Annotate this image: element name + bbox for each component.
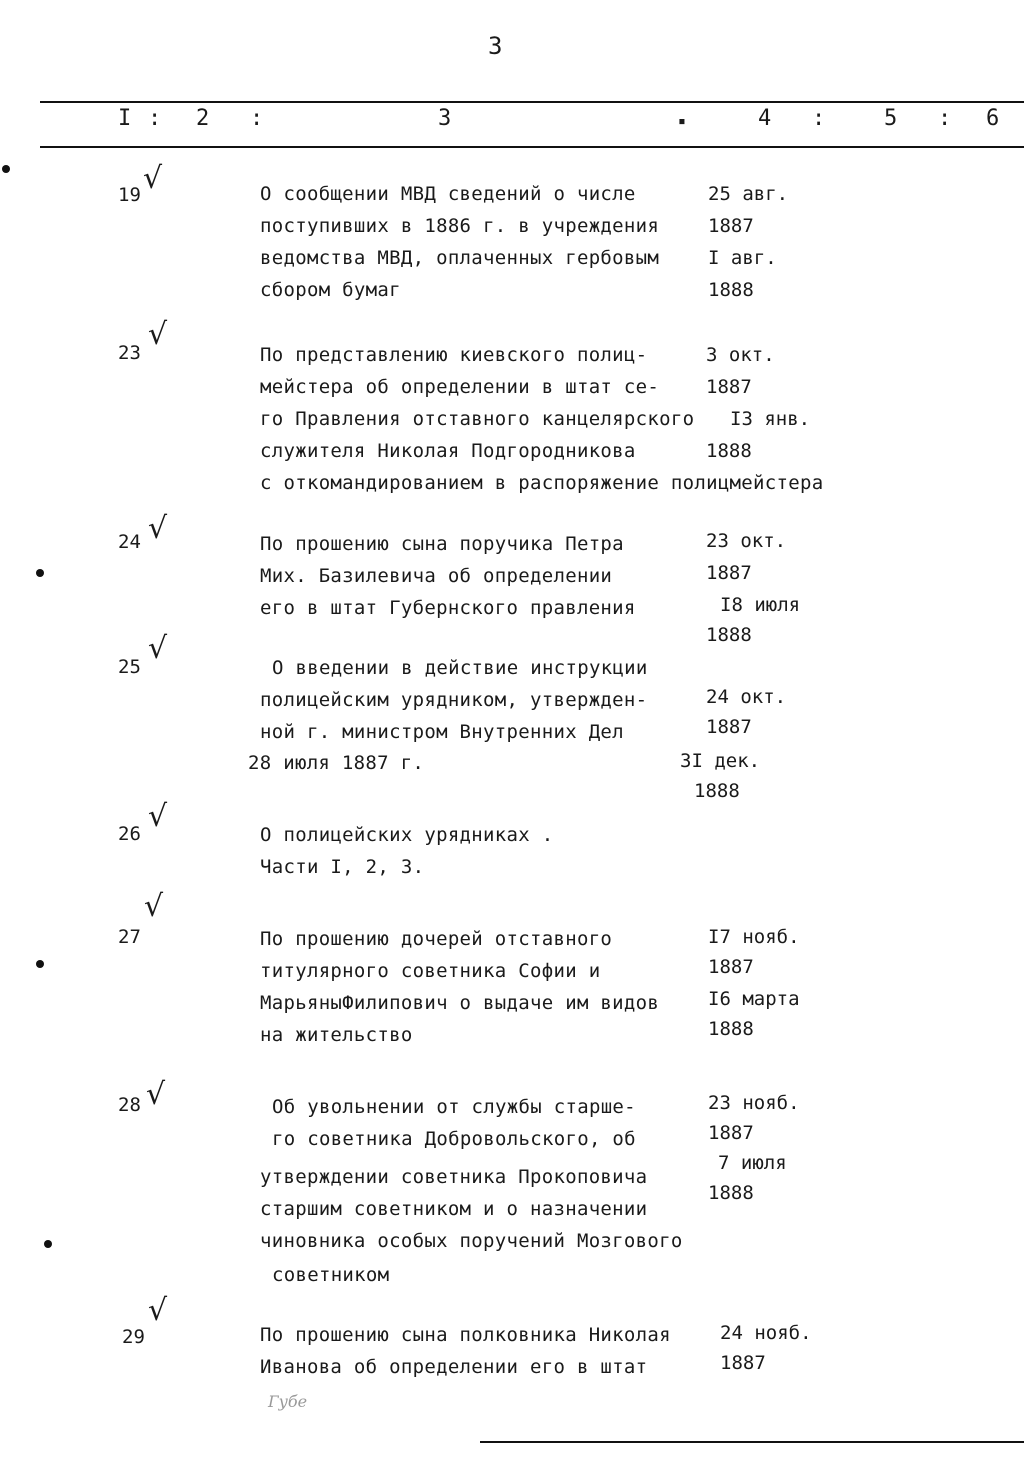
description-line: его в штат Губернского правления	[260, 597, 636, 619]
date-end: I3 янв.	[730, 408, 811, 430]
check-mark-icon: √	[148, 799, 168, 834]
description-line: ной г. министром Внутренних Дел	[260, 721, 624, 743]
entry-number: 24	[118, 531, 141, 553]
description-line: го советника Добровольского, об	[272, 1128, 636, 1150]
description-line: утверждении советника Прокоповича	[260, 1166, 648, 1188]
entry-number: 28	[118, 1094, 141, 1116]
entry-number: 27	[118, 926, 141, 948]
date-end-year: 1888	[706, 440, 752, 462]
date-end-year: 1888	[708, 1182, 754, 1204]
date-end: 3I дек.	[680, 750, 761, 772]
date-end: 7 июля	[718, 1152, 787, 1174]
header-bottom-rule	[40, 146, 1024, 148]
description-line: О введении в действие инструкции	[272, 657, 648, 679]
description-line: служителя Николая Подгородникова	[260, 440, 636, 462]
description-line: По прошению дочерей отставного	[260, 928, 613, 950]
entry-number: 26	[118, 823, 141, 845]
description-line: чиновника особых поручений Мозгового	[260, 1230, 683, 1252]
check-mark-icon: √	[143, 161, 163, 196]
column-4-label: 4	[758, 106, 772, 131]
date-end-year: 1888	[706, 624, 752, 646]
description-line: го Правления отставного канцелярского	[260, 408, 695, 430]
description-line: поступивших в 1886 г. в учреждения	[260, 215, 660, 237]
date-end: I6 марта	[708, 988, 800, 1010]
description-line: О полицейских урядниках .	[260, 824, 554, 846]
description-line: сбором бумаг	[260, 279, 401, 301]
check-mark-icon: √	[148, 511, 168, 546]
binder-hole-dot	[44, 1240, 52, 1248]
description-line: Мих. Базилевича об определении	[260, 565, 613, 587]
faint-marks: Губе	[268, 1392, 308, 1411]
date-start: 25 авг.	[708, 183, 789, 205]
description-line: советником	[272, 1264, 390, 1286]
check-mark-icon: √	[148, 631, 168, 666]
check-mark-icon: √	[144, 889, 164, 924]
binder-hole-dot	[36, 569, 44, 577]
description-line: мейстера об определении в штат се-	[260, 376, 660, 398]
check-mark-icon: √	[148, 317, 168, 352]
date-start: I7 нояб.	[708, 926, 800, 948]
entry-number: 23	[118, 342, 141, 364]
date-start-year: 1887	[708, 215, 754, 237]
date-start: 23 нояб.	[708, 1092, 800, 1114]
description-line: с откомандированием в распоряжение полицмейстера	[260, 472, 824, 494]
binder-hole-dot	[36, 960, 44, 968]
description-line: МарьяныФилипович о выдаче им видов	[260, 992, 660, 1014]
page-number: 3	[488, 32, 503, 60]
column-separator: :	[250, 106, 264, 131]
date-start-year: 1887	[720, 1352, 766, 1374]
description-line: По прошению сына полковника Николая	[260, 1324, 671, 1346]
date-end-year: 1888	[694, 780, 740, 802]
description-line: Части I, 2, 3.	[260, 856, 425, 878]
description-line: По представлению киевского полиц-	[260, 344, 648, 366]
date-start-year: 1887	[708, 956, 754, 978]
description-line: старшим советником и о назначении	[260, 1198, 648, 1220]
date-start: 24 нояб.	[720, 1322, 812, 1344]
date-start-year: 1887	[706, 716, 752, 738]
column-separator: :	[148, 106, 162, 131]
check-mark-icon: √	[146, 1077, 166, 1112]
entry-number: 19	[118, 184, 141, 206]
check-mark-icon: √	[148, 1293, 168, 1328]
date-end-year: 1888	[708, 1018, 754, 1040]
column-separator: :	[812, 106, 826, 131]
date-start: 23 окт.	[706, 530, 787, 552]
date-start-year: 1887	[706, 376, 752, 398]
date-end-year: 1888	[708, 279, 754, 301]
column-6-label: 6	[986, 106, 1000, 131]
description-line: ведомства МВД, оплаченных гербовым	[260, 247, 660, 269]
description-line: титулярного советника Софии и	[260, 960, 601, 982]
column-3-label: 3	[438, 106, 452, 131]
date-end: I8 июля	[720, 594, 801, 616]
date-end: I авг.	[708, 247, 777, 269]
column-5-label: 5	[884, 106, 898, 131]
column-1-label: I	[118, 106, 132, 131]
description-line: Об увольнении от службы старше-	[272, 1096, 636, 1118]
description-line: По прошению сына поручика Петра	[260, 533, 624, 555]
entry-number: 29	[122, 1326, 145, 1348]
footer-rule	[480, 1441, 1024, 1443]
date-start-year: 1887	[708, 1122, 754, 1144]
description-line: 28 июля 1887 г.	[248, 752, 425, 774]
column-separator-mark: ▪	[678, 114, 686, 129]
date-start-year: 1887	[706, 562, 752, 584]
date-start: 3 окт.	[706, 344, 775, 366]
description-line: Иванова об определении его в штат	[260, 1356, 648, 1378]
header-top-rule	[40, 101, 1024, 103]
description-line: на жительство	[260, 1024, 413, 1046]
date-start: 24 окт.	[706, 686, 787, 708]
description-line: О сообщении МВД сведений о числе	[260, 183, 636, 205]
column-2-label: 2	[196, 106, 210, 131]
column-separator: :	[938, 106, 952, 131]
entry-number: 25	[118, 656, 141, 678]
description-line: полицейским урядником, утвержден-	[260, 689, 648, 711]
binder-hole-dot	[2, 165, 10, 173]
